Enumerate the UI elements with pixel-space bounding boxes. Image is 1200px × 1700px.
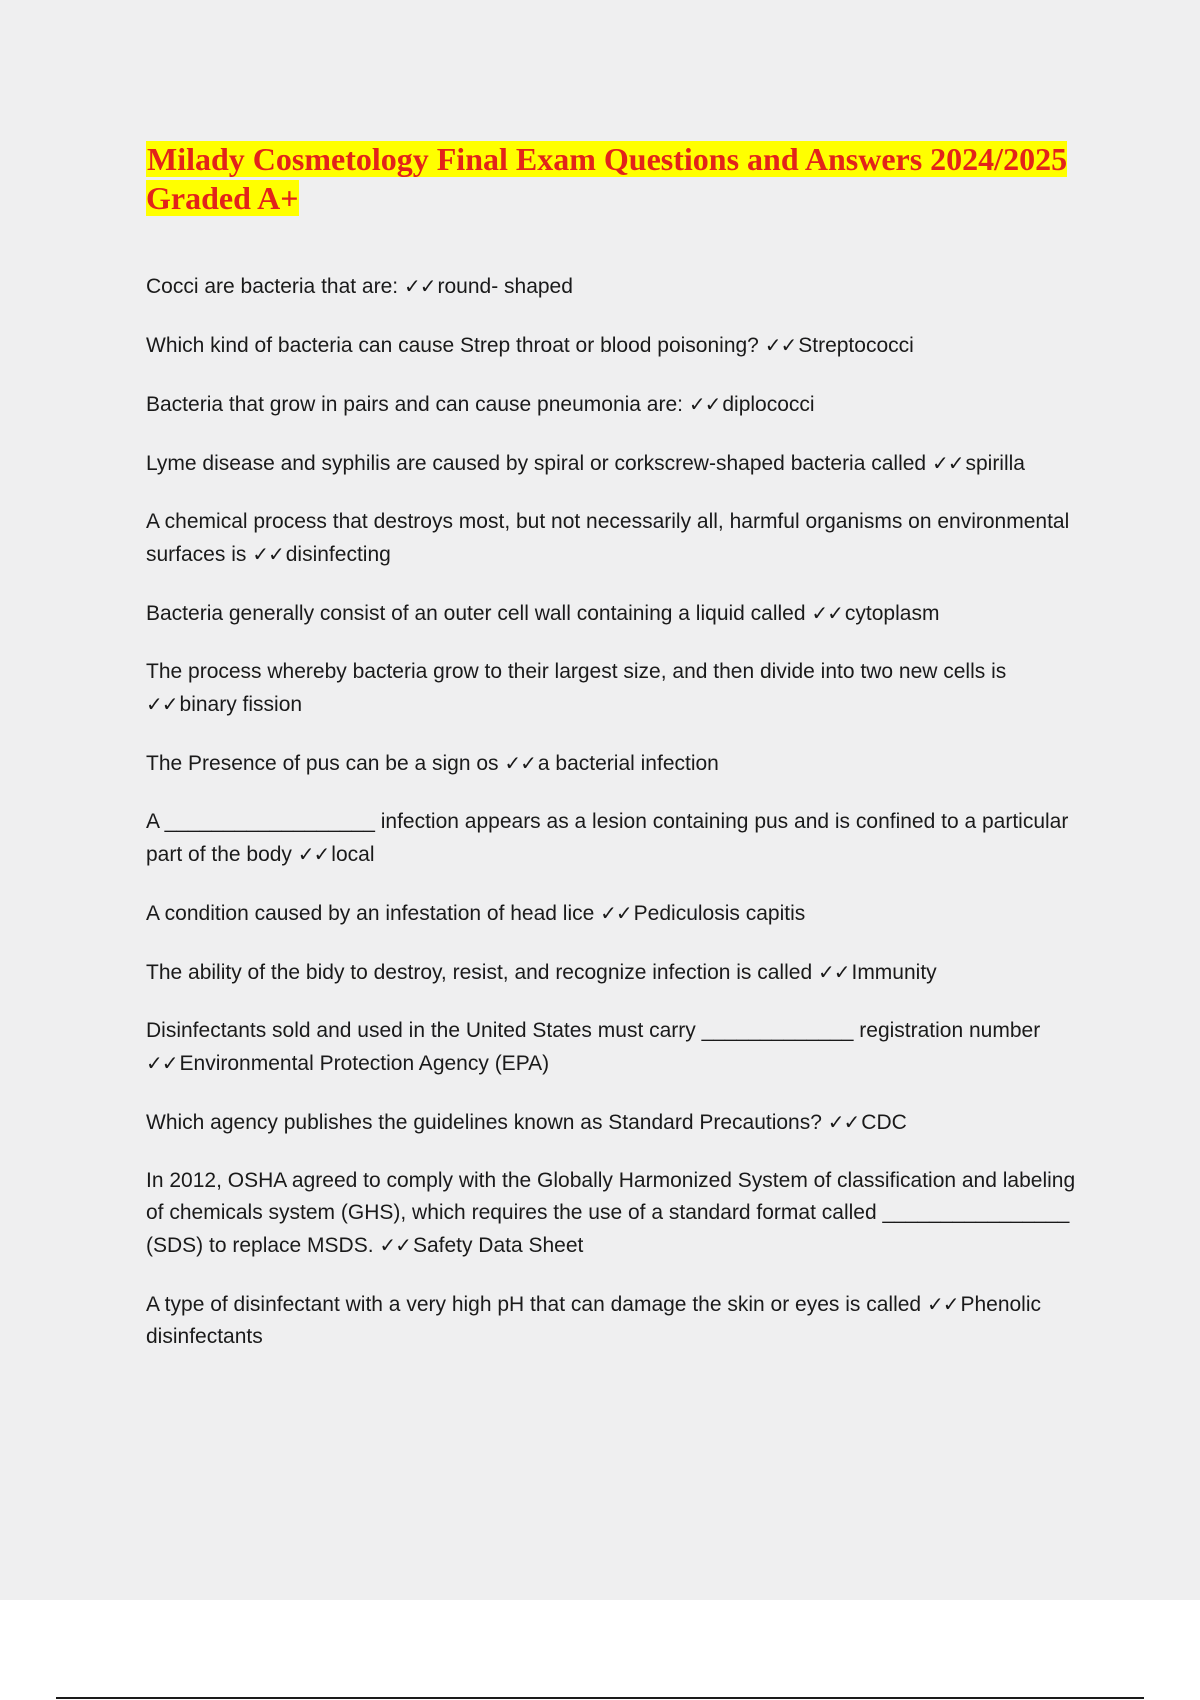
check-mark-icon: ✓✓: [379, 1233, 411, 1257]
question-text: The ability of the bidy to destroy, resist, and recognize infection is called: [146, 961, 813, 984]
qa-item: [146, 1106, 1086, 1139]
question-text: Lyme disease and syphilis are caused by spiral or corkscrew-shaped bacteria called: [146, 452, 927, 475]
qa-item: [146, 656, 1086, 721]
check-mark-icon: ✓✓: [688, 392, 721, 416]
question-text: A chemical process that destroys most, but not necessarily all, harmful organisms on environmental surfaces is: [146, 510, 1070, 566]
check-mark-icon: ✓✓: [146, 692, 178, 716]
question-text: In 2012, OSHA agreed to comply with the Globally Harmonized System of classification and labeling of chemicals system (GHS), which requires the use of a standard format called ________________ (SDS) to replace MSDS.: [146, 1169, 1076, 1257]
answer-text: Environmental Protection Agency (EPA): [179, 1052, 550, 1075]
answer-text: Phenolic disinfectants: [146, 1293, 1042, 1348]
question-text: Bacteria that grow in pairs and can cause pneumonia are:: [146, 393, 683, 416]
qa-item: [146, 806, 1086, 871]
check-mark-icon: ✓✓: [504, 751, 536, 775]
question-text: A __________________ infection appears as a lesion containing pus and is confined to a particular part of the body: [146, 810, 1069, 866]
qa-item: [146, 897, 1086, 930]
check-mark-icon: ✓✓: [403, 274, 436, 298]
check-mark-icon: ✓✓: [764, 333, 797, 357]
answer-text: Safety Data Sheet: [412, 1234, 584, 1257]
answer-text: a bacterial infection: [537, 752, 719, 775]
page-footer-rule: [56, 1697, 1144, 1699]
check-mark-icon: ✓✓: [926, 1292, 959, 1316]
answer-text: cytoplasm: [844, 602, 940, 625]
qa-item: [146, 506, 1086, 571]
question-text: A type of disinfectant with a very high pH that can damage the skin or eyes is called: [146, 1293, 922, 1316]
qa-item: [146, 388, 1086, 421]
answer-text: Streptococci: [798, 334, 914, 357]
question-text: Which kind of bacteria can cause Strep throat or blood poisoning?: [146, 334, 759, 357]
question-text: Cocci are bacteria that are:: [146, 275, 399, 298]
answer-text: disinfecting: [285, 543, 391, 566]
qa-item: [146, 956, 1086, 989]
answer-text: round- shaped: [437, 275, 573, 298]
question-text: Disinfectants sold and used in the United States must carry _____________ registration number: [146, 1019, 1041, 1042]
qa-list: [146, 270, 1086, 1353]
question-text: A condition caused by an infestation of head lice: [146, 902, 595, 925]
check-mark-icon: ✓✓: [600, 901, 632, 925]
qa-item: [146, 747, 1086, 780]
question-text: Which agency publishes the guidelines known as Standard Precautions?: [146, 1111, 822, 1134]
check-mark-icon: ✓✓: [817, 960, 850, 984]
qa-item: [146, 1288, 1086, 1353]
question-text: The Presence of pus can be a sign os: [146, 752, 499, 775]
document-title-text: Milady Cosmetology Final Exam Questions and Answers 2024/2025 Graded A+: [146, 141, 1068, 216]
question-text: Bacteria generally consist of an outer cell wall containing a liquid called: [146, 602, 806, 625]
qa-item: [146, 1015, 1086, 1080]
answer-text: local: [331, 843, 375, 866]
qa-item: [146, 270, 1086, 303]
answer-text: Pediculosis capitis: [633, 902, 806, 925]
check-mark-icon: ✓✓: [252, 542, 284, 566]
answer-text: diplococci: [722, 393, 815, 416]
qa-item: [146, 597, 1086, 630]
answer-text: spirilla: [965, 452, 1025, 475]
check-mark-icon: ✓✓: [931, 451, 964, 475]
answer-text: Immunity: [851, 961, 937, 984]
check-mark-icon: ✓✓: [146, 1051, 178, 1075]
qa-item: [146, 447, 1086, 480]
check-mark-icon: ✓✓: [811, 601, 843, 625]
qa-item: [146, 329, 1086, 362]
qa-item: [146, 1165, 1086, 1262]
answer-text: binary fission: [179, 693, 303, 716]
check-mark-icon: ✓✓: [827, 1110, 860, 1134]
check-mark-icon: ✓✓: [297, 842, 330, 866]
answer-text: CDC: [861, 1111, 907, 1134]
document-title: [146, 140, 1086, 218]
document-content: [146, 140, 1086, 1379]
question-text: The process whereby bacteria grow to their largest size, and then divide into two new cells is: [146, 660, 1007, 683]
